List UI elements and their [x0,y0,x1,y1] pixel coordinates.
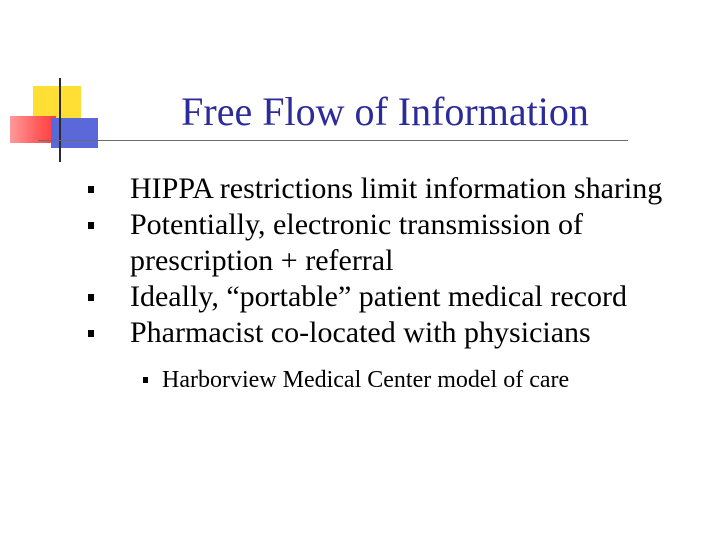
bullet-square-icon [88,186,94,193]
bullet-text: HIPPA restrictions limit information sharing [130,172,663,205]
bullet-item [0,207,705,279]
bullet-text: Ideally, “portable” patient medical record [130,280,627,313]
logo-vertical-line [59,78,61,162]
bullet-list [0,171,720,395]
title-underline [38,140,628,141]
sub-bullet-text: Harborview Medical Center model of care [162,367,570,393]
slide-title: Free Flow of Information [181,89,589,134]
bullet-square-icon [88,330,94,337]
bullet-text: Pharmacist co-located with physicians [130,316,591,349]
bullet-square-icon [88,222,94,229]
bullet-item [0,171,705,207]
bullet-item [0,315,705,351]
sub-bullet-square-icon [143,377,148,383]
sub-bullet-item [0,365,720,395]
bullet-square-icon [88,294,94,301]
logo-red-bar [10,116,56,143]
bullet-text: Potentially, electronic transmission of prescription + referral [130,208,583,277]
bullet-item [0,279,705,315]
